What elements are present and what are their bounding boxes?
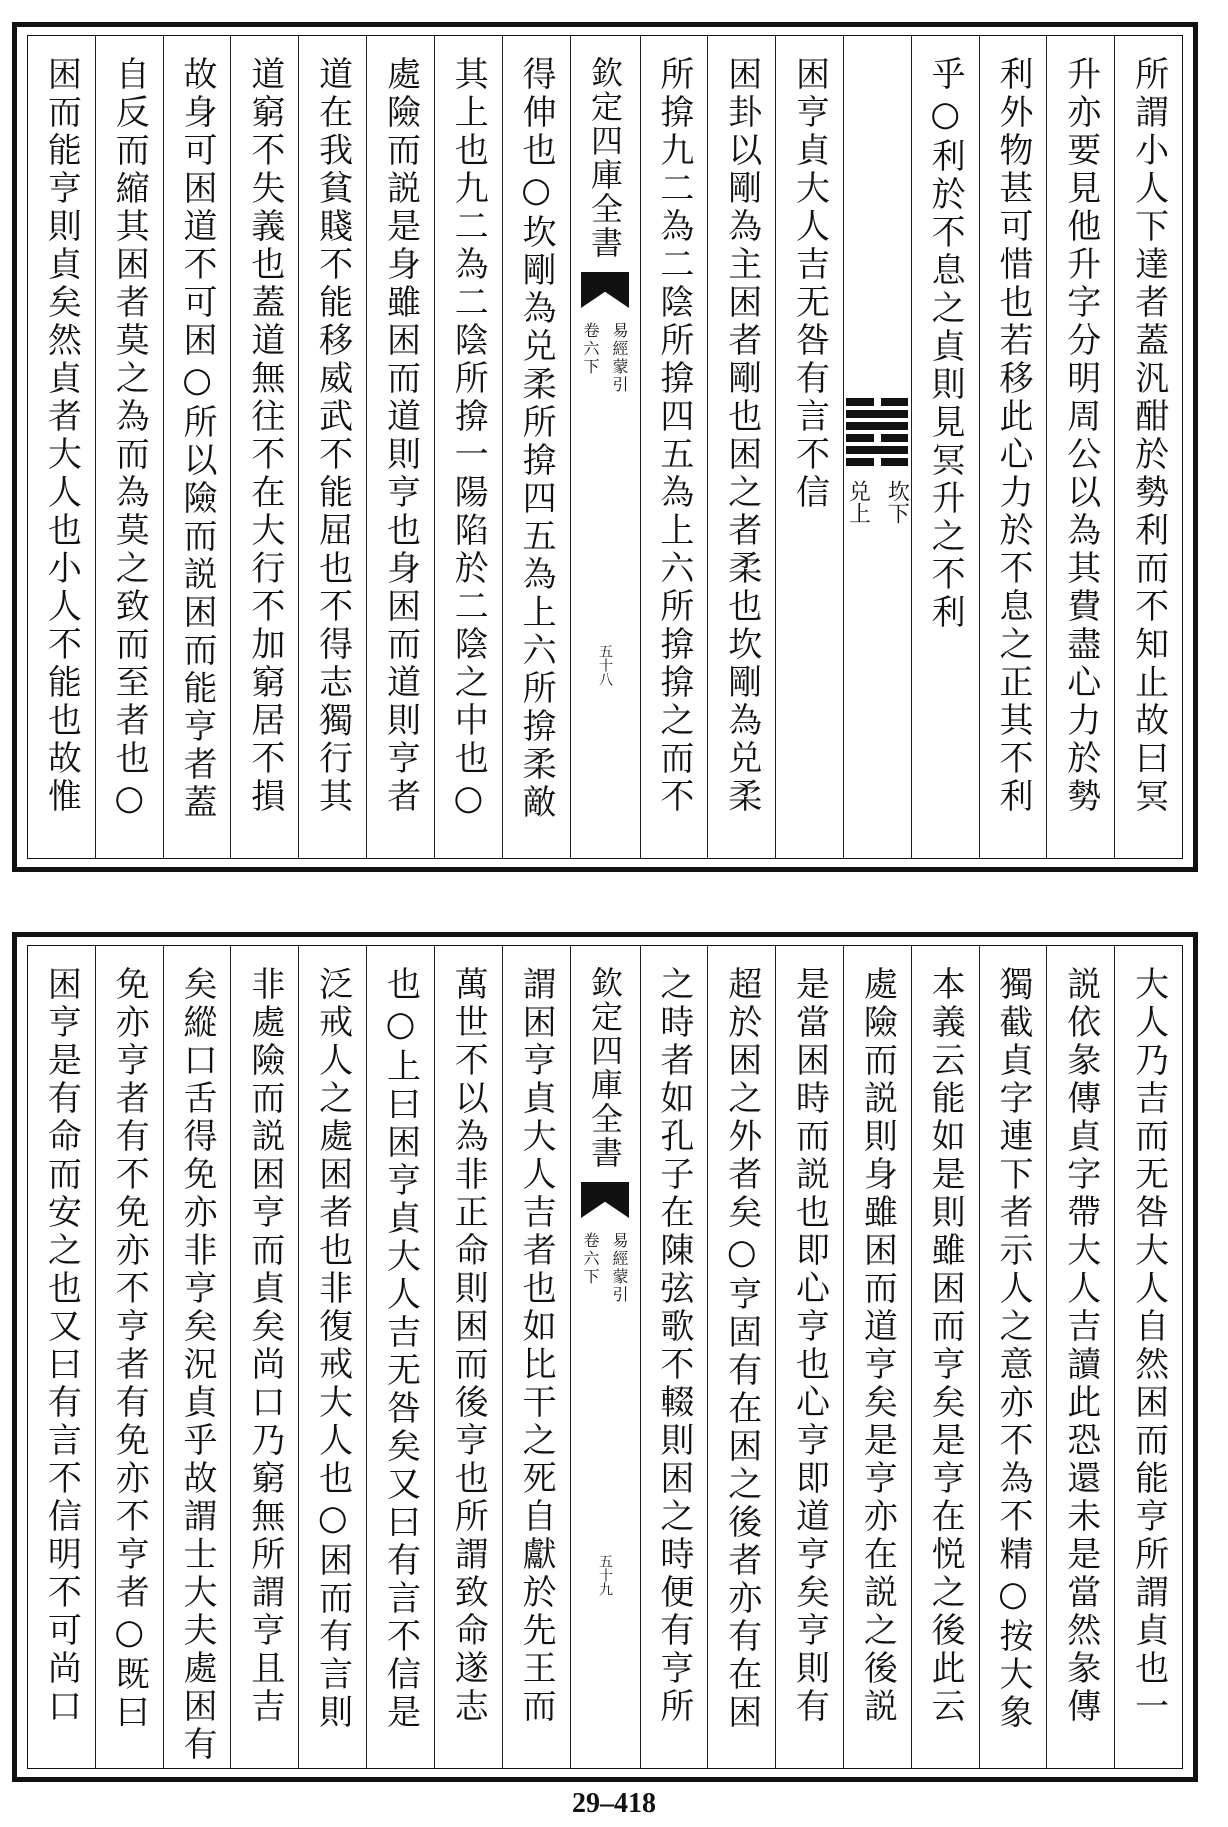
reprint-page-number: 29–418 bbox=[572, 1788, 656, 1819]
text-column: 處險而説是身雖困而道則亨也身困而道則亨者 bbox=[366, 36, 434, 858]
lower-page-columns bbox=[27, 945, 1183, 1769]
text-column: 處險而説則身雖困而道亨矣是亨亦在説之後説 bbox=[843, 946, 911, 1768]
upper-page-columns bbox=[27, 35, 1183, 859]
trigram-labels bbox=[843, 480, 911, 524]
upper-page-frame bbox=[12, 22, 1198, 872]
text-column: 大人乃吉而无咎大人自然困而能亨所謂貞也一 bbox=[1114, 946, 1182, 1768]
text-column: 之時者如孔子在陳弦歌不輟則困之時便有亨所 bbox=[640, 946, 708, 1768]
text-column: 所揜九二為二陰所揜四五為上六所揜揜之而不 bbox=[640, 36, 708, 858]
text-column: 升亦要見他升字分明周公以為其費盡心力於勢 bbox=[1046, 36, 1114, 858]
text-column: 説依彖傳貞字帶大人吉讀此恐還未是當然彖傳 bbox=[1046, 946, 1114, 1768]
text-column: 超於困之外者矣○亨固有在困之後者亦有在困 bbox=[707, 946, 775, 1768]
center-header-column bbox=[570, 36, 640, 858]
text-column: 本義云能如是則雖困而亨矣是亨在悦之後此云 bbox=[911, 946, 979, 1768]
text-column: 道在我貧賤不能移威武不能屈也不得志獨行其 bbox=[298, 36, 366, 858]
text-column: 非處險而説困亨而貞矣尚口乃窮無所謂亨且吉 bbox=[230, 946, 298, 1768]
volume-label: 卷六下 bbox=[581, 322, 600, 376]
collection-title: 欽定四庫全書 bbox=[586, 56, 624, 260]
text-column: 道窮不失義也蓋道無往不在大行不加窮居不損 bbox=[230, 36, 298, 858]
text-column: 利外物甚可惜也若移此心力於不息之正其不利 bbox=[979, 36, 1047, 858]
text-column: 是當困時而説也即心亨也心亨即道亨矣亨則有 bbox=[775, 946, 843, 1768]
text-column: 其上也九二為二陰所揜一陽陷於二陰之中也○ bbox=[434, 36, 502, 858]
text-column: 矣縱口舌得免亦非亨矣況貞乎故謂士大夫處困有 bbox=[163, 946, 231, 1768]
text-column: 謂困亨貞大人吉者也如比干之死自獻於先王而 bbox=[502, 946, 570, 1768]
text-column: 免亦亨者有不免亦不亨者有免亦不亨者○既曰 bbox=[95, 946, 163, 1768]
text-column: 困卦以剛為主困者剛也困之者柔也坎剛為兑柔 bbox=[707, 36, 775, 858]
fishtail-mark-icon bbox=[581, 1182, 629, 1218]
text-column: 自反而縮其困者莫之為而為莫之致而至者也○ bbox=[95, 36, 163, 858]
trigram-lower: 坎 下 bbox=[884, 480, 910, 524]
text-column: 乎○利於不息之貞則見冥升之不利 bbox=[911, 36, 979, 858]
lower-page-frame bbox=[12, 932, 1198, 1782]
leaf-number: 五十八 bbox=[597, 644, 613, 686]
center-header-column bbox=[570, 946, 640, 1768]
text-column: 困亨是有命而安之也又曰有言不信明不可尚口 bbox=[41, 966, 82, 1726]
text-column: 困亨貞大人吉无咎有言不信 bbox=[775, 36, 843, 858]
collection-title: 欽定四庫全書 bbox=[586, 966, 624, 1170]
book-title: 易經蒙引 bbox=[610, 322, 629, 394]
text-column: 所謂小人下達者蓋汎酣於勢利而不知止故曰冥 bbox=[1114, 36, 1182, 858]
fishtail-mark-icon bbox=[581, 272, 629, 308]
text-column: 得伸也○坎剛為兑柔所揜四五為上六所揜柔敵 bbox=[502, 36, 570, 858]
text-column: 獨截貞字連下者示人之意亦不為不精○按大象 bbox=[979, 946, 1047, 1768]
hexagram-column bbox=[843, 36, 911, 858]
text-column: 故身可困道不可困○所以險而説困而能亨者蓋 bbox=[163, 36, 231, 858]
text-column: 泛戒人之處困者也非復戒大人也○困而有言則 bbox=[298, 946, 366, 1768]
kun-hexagram-icon bbox=[846, 398, 908, 466]
leaf-number: 五十九 bbox=[597, 1554, 613, 1596]
text-column: 困而能亨則貞矣然貞者大人也小人不能也故惟 bbox=[41, 56, 82, 816]
text-column: 也○上曰困亨貞大人吉无咎矣又曰有言不信是 bbox=[366, 946, 434, 1768]
text-column: 萬世不以為非正命則困而後亨也所謂致命遂志 bbox=[434, 946, 502, 1768]
volume-label: 卷六下 bbox=[581, 1232, 600, 1286]
trigram-upper: 兑 上 bbox=[845, 480, 871, 524]
book-title: 易經蒙引 bbox=[610, 1232, 629, 1304]
